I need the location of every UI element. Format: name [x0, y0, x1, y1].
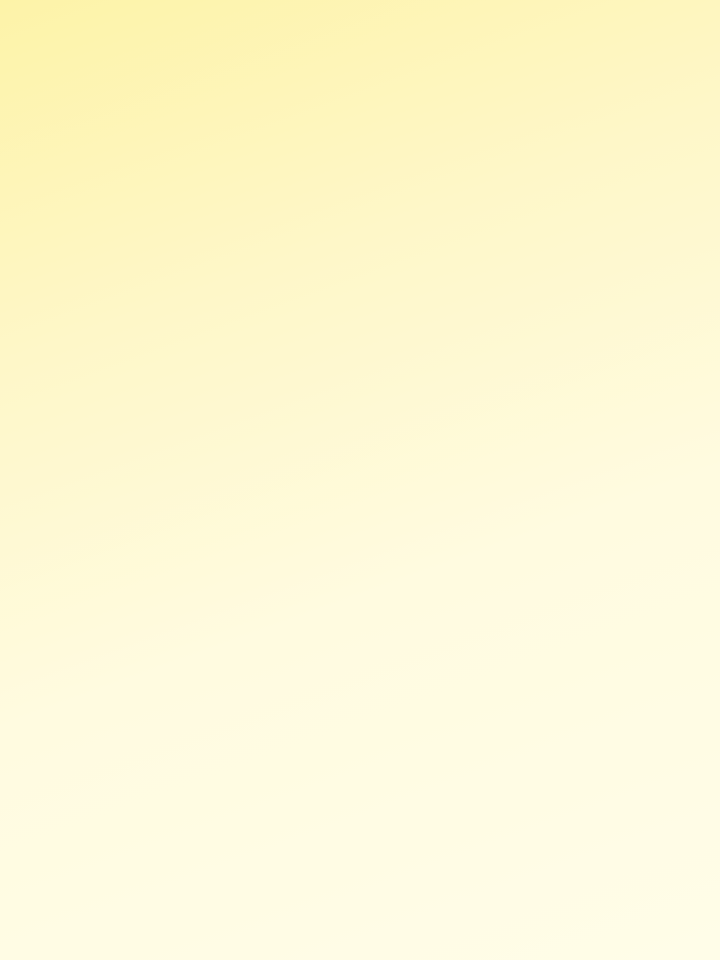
- poem-line-1: [60, 602, 660, 636]
- poem-line-2: [60, 636, 660, 670]
- postscript-heading: [60, 568, 660, 602]
- poem-line-3: [60, 670, 660, 704]
- cherry-blossom-border-bottom: [0, 795, 720, 960]
- postscript: [60, 568, 660, 806]
- poem-line-4: [60, 704, 660, 738]
- letter-body: [60, 142, 640, 158]
- poem-line-6: [60, 772, 660, 806]
- poem-line-5: [60, 738, 660, 772]
